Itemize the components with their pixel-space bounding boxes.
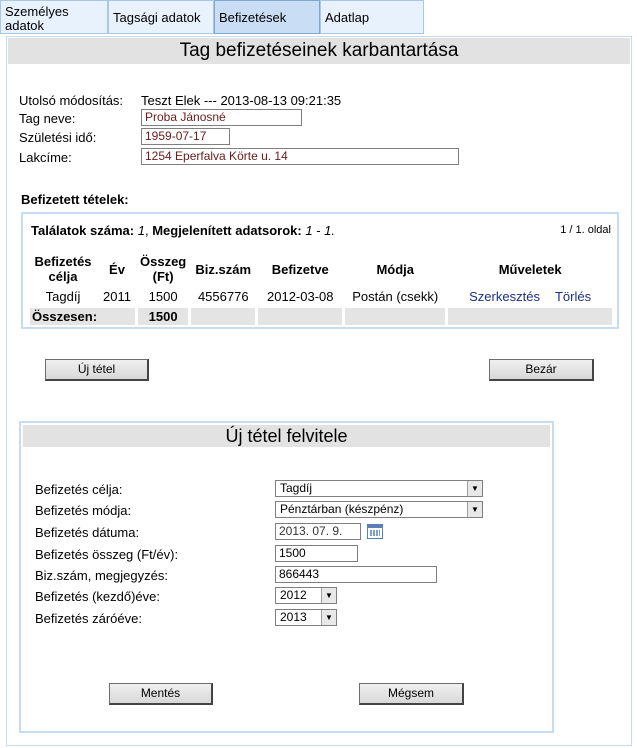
- save-button[interactable]: Mentés: [109, 683, 213, 705]
- start-year-select[interactable]: 2012 ▼: [275, 587, 337, 604]
- amount-label: Befizetés összeg (Ft/év):: [35, 547, 179, 562]
- total-row: [30, 308, 612, 325]
- count-value: 1: [137, 223, 145, 238]
- cell-actions: [448, 286, 612, 306]
- page-title: Tag befizetéseinek karbantartása: [8, 38, 630, 64]
- col-paid: Befizetve: [271, 261, 329, 277]
- cell-method: Postán (csekk): [352, 288, 439, 304]
- new-entry-title: Új tétel felvitele: [23, 425, 550, 447]
- payments-table: [27, 252, 615, 327]
- tab-personal-data[interactable]: Személyes adatok: [0, 0, 108, 34]
- delete-link[interactable]: Törlés: [554, 288, 592, 304]
- chevron-down-icon: ▼: [467, 481, 482, 496]
- start-year-label: Befizetés (kezdő)éve:: [35, 589, 161, 604]
- tab-membership-data[interactable]: Tagsági adatok: [108, 0, 214, 34]
- col-amount: Összeg (Ft): [140, 254, 187, 284]
- end-year-select[interactable]: 2013 ▼: [275, 609, 337, 626]
- main-panel: [6, 36, 632, 746]
- cell-receipt: 4556776: [197, 288, 249, 304]
- method-select[interactable]: Pénztárban (készpénz) ▼: [275, 501, 483, 518]
- date-label: Befizetés dátuma:: [35, 525, 140, 540]
- cell-purpose: Tagdíj: [45, 288, 81, 304]
- total-label: Összesen:: [30, 308, 135, 325]
- new-item-button[interactable]: Új tétel: [45, 359, 149, 381]
- cell-amount: 1500: [148, 288, 178, 304]
- cell-paid: 2012-03-08: [267, 288, 334, 304]
- name-label: Tag neve:: [19, 111, 76, 126]
- col-actions: Műveletek: [498, 261, 562, 277]
- receipt-field[interactable]: 866443: [275, 566, 437, 583]
- cell-year: 2011: [103, 288, 131, 304]
- calendar-icon[interactable]: [367, 524, 383, 539]
- tab-data-sheet[interactable]: Adatlap: [320, 0, 424, 34]
- chevron-down-icon: ▼: [467, 502, 482, 517]
- new-entry-form: [19, 421, 554, 733]
- purpose-select[interactable]: Tagdíj ▼: [275, 480, 483, 497]
- cancel-button[interactable]: Mégsem: [359, 683, 464, 705]
- address-label: Lakcíme:: [19, 150, 72, 165]
- total-value: 1500: [138, 308, 188, 325]
- purpose-label: Befizetés célja:: [35, 482, 123, 497]
- count-label: Találatok száma:: [31, 223, 135, 238]
- table-header-row: [30, 254, 612, 284]
- tab-payments[interactable]: Befizetések: [214, 0, 320, 34]
- end-year-label: Befizetés záróéve:: [35, 611, 142, 626]
- shown-label: Megjelenített adatsorok:: [152, 223, 302, 238]
- col-purpose: Befizetés célja: [34, 254, 92, 284]
- page-info: 1 / 1. oldal: [560, 224, 611, 236]
- birth-label: Születési idő:: [19, 130, 97, 145]
- close-button[interactable]: Bezár: [489, 359, 594, 381]
- chevron-down-icon: ▼: [321, 588, 336, 603]
- col-receipt: Biz.szám: [195, 261, 252, 277]
- last-modified-value: Teszt Elek --- 2013-08-13 09:21:35: [141, 93, 342, 108]
- chevron-down-icon: ▼: [321, 610, 336, 625]
- edit-link[interactable]: Szerkesztés: [469, 288, 540, 304]
- address-field[interactable]: 1254 Eperfalva Körte u. 14: [141, 148, 459, 165]
- col-year: Év: [109, 261, 125, 277]
- col-method: Módja: [376, 261, 415, 277]
- shown-value: 1 - 1.: [305, 223, 335, 238]
- date-field[interactable]: 2013. 07. 9.: [275, 523, 361, 540]
- amount-field[interactable]: 1500: [275, 545, 358, 562]
- paid-items-heading: Befizetett tételek:: [21, 192, 129, 207]
- method-label: Befizetés módja:: [35, 503, 132, 518]
- last-modified-label: Utolsó módosítás:: [19, 93, 124, 108]
- table-row: [30, 286, 612, 306]
- payments-results-box: [21, 212, 619, 329]
- birth-date-field[interactable]: 1959-07-17: [141, 128, 230, 145]
- member-name-field[interactable]: Proba Jánosné: [141, 109, 302, 126]
- results-summary: Találatok száma: 1, Megjelenített adatsorok: 1 - 1.: [31, 223, 335, 238]
- receipt-label: Biz.szám, megjegyzés:: [35, 568, 168, 583]
